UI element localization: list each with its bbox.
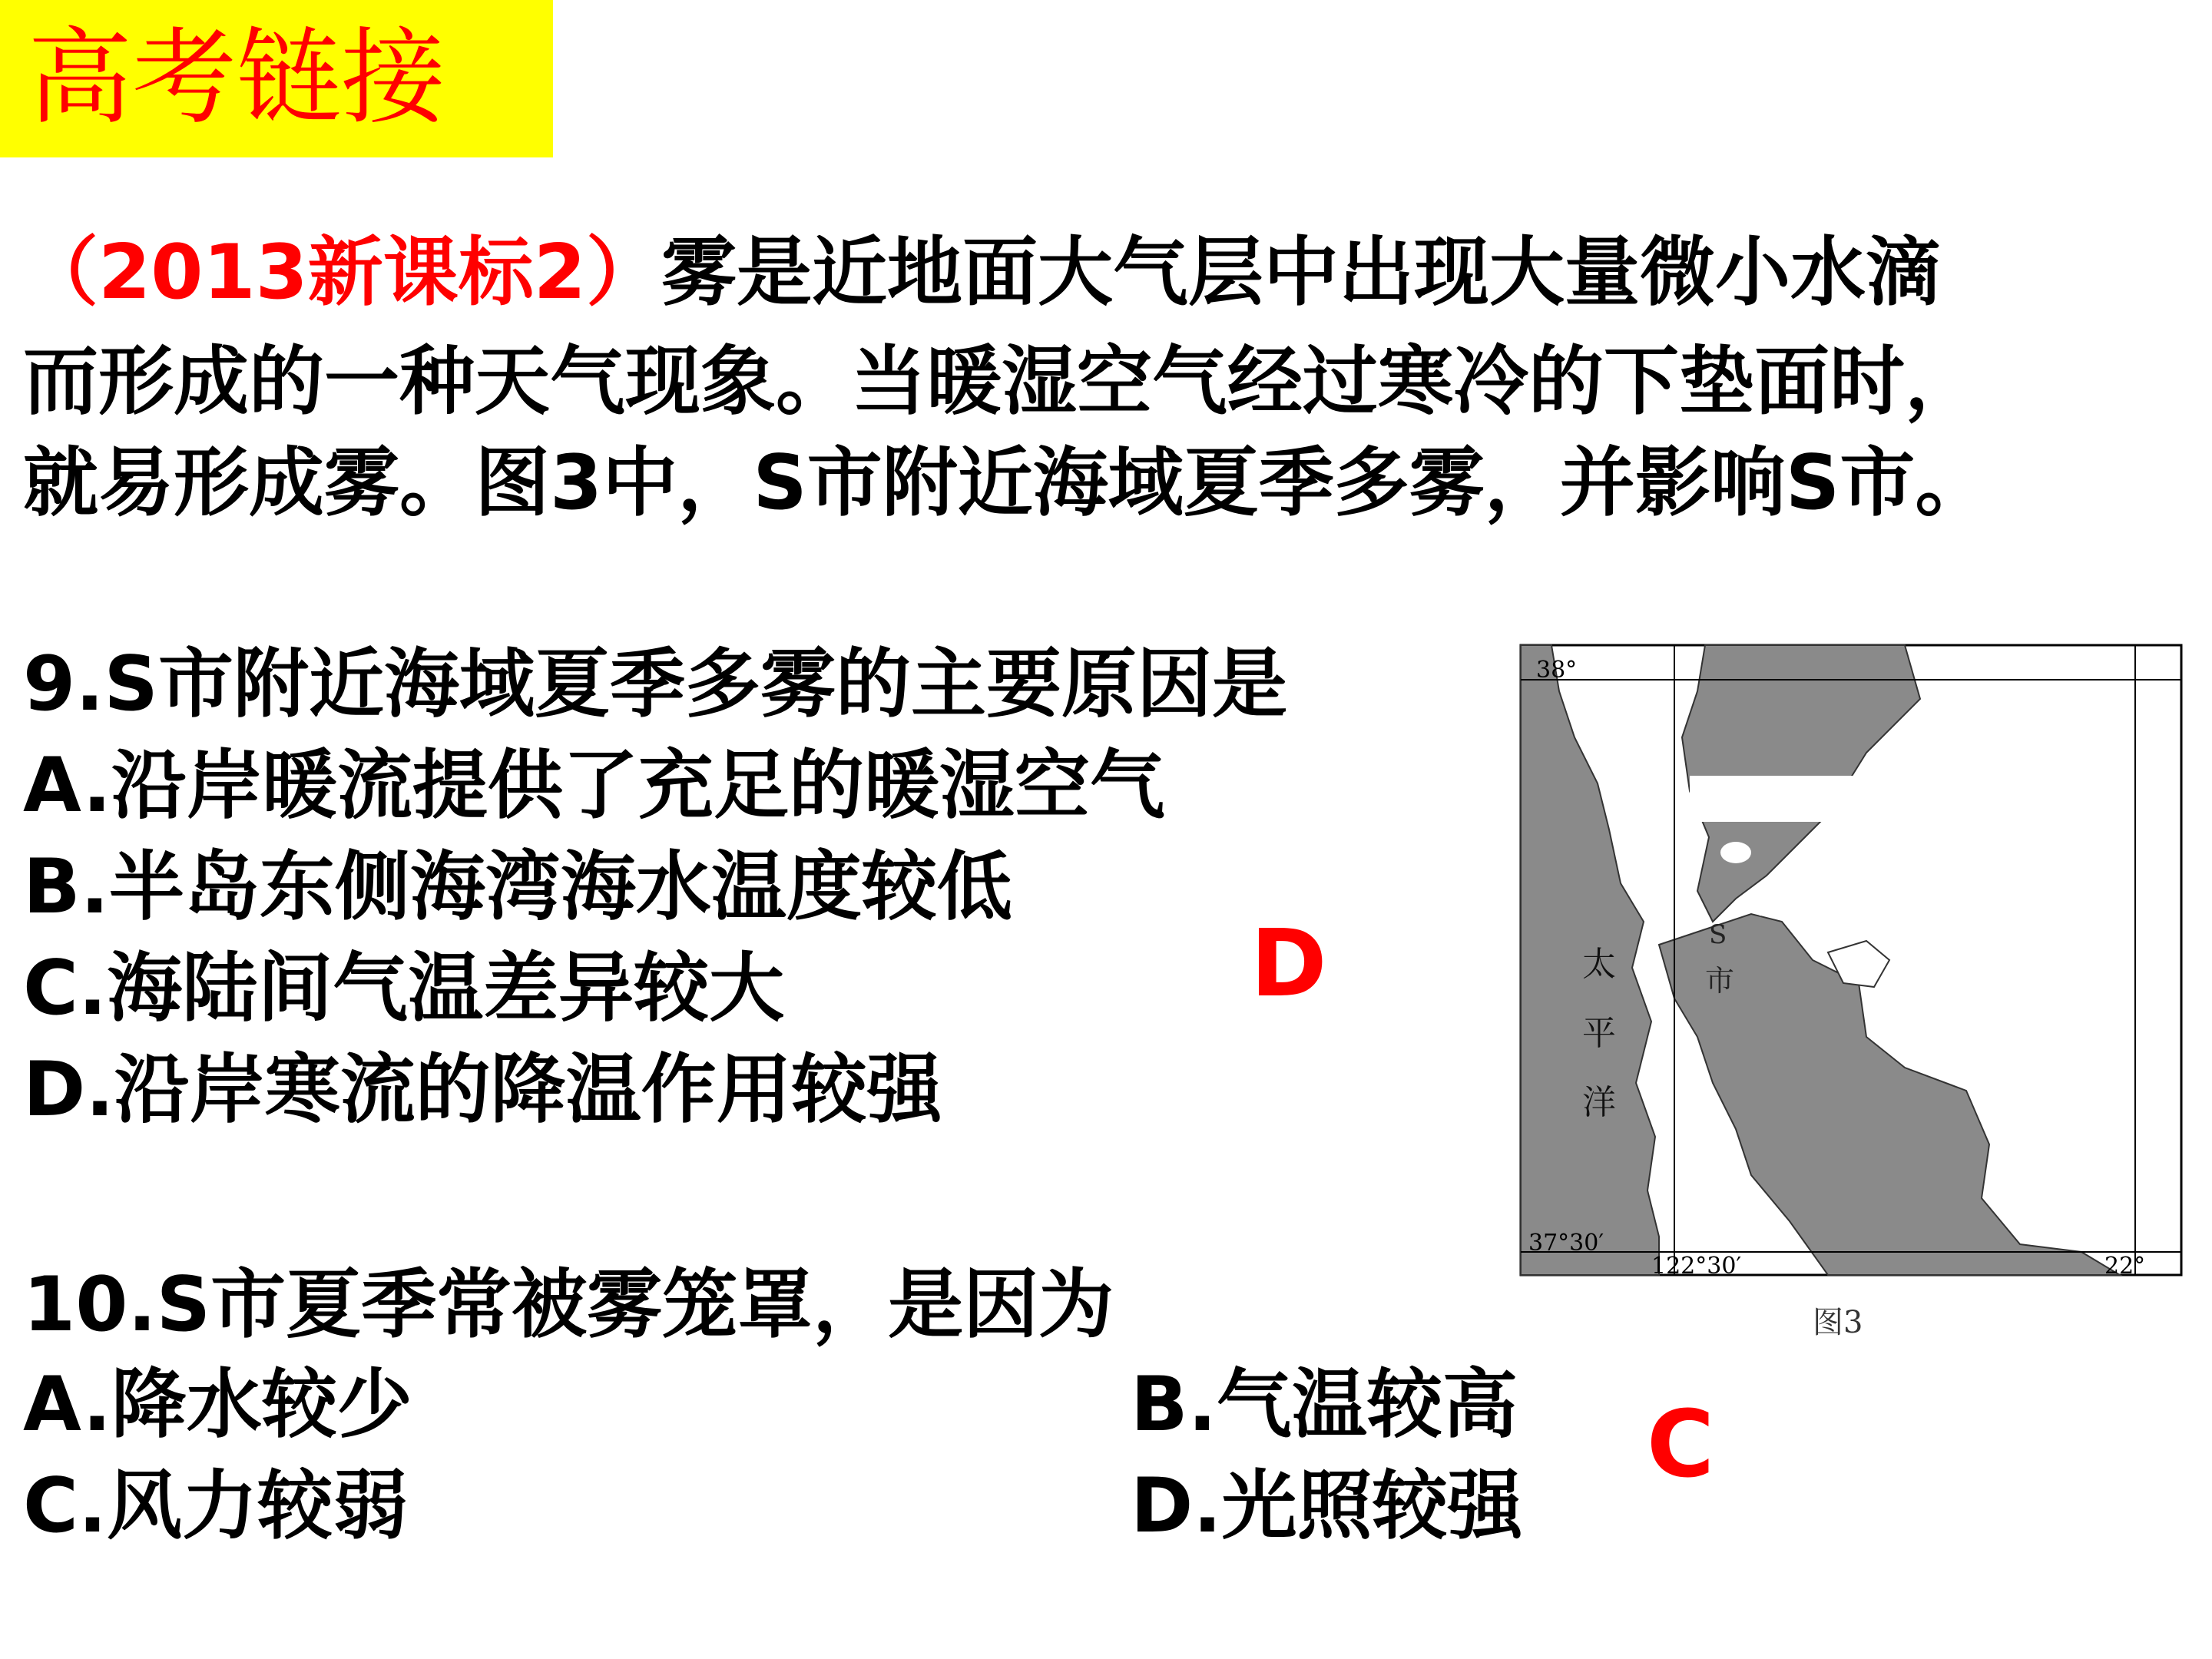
title-banner [0, 0, 553, 157]
city-label-shi: 市 [1705, 964, 1735, 998]
q9-option-c: C.海陆间气温差异较大 [23, 945, 785, 1032]
q10-option-d: D.光照较强 [1131, 1462, 1523, 1550]
q9-answer: D [1250, 911, 1327, 1018]
q10-option-c: C.风力较弱 [23, 1462, 409, 1550]
q9-stem: 9.S市附近海域夏季多雾的主要原因是 [23, 641, 1287, 728]
lat-label-bottom: 37°30′ [1528, 1230, 1604, 1257]
label-patch [1690, 776, 1874, 822]
intro-line-1 [23, 224, 1941, 321]
ocean-char-1: 太 [1582, 945, 1616, 984]
lon-label-left: 122°30′ [1651, 1253, 1742, 1280]
q10-option-b: B.气温较高 [1131, 1361, 1518, 1449]
page-title: 高考链接 [28, 18, 445, 139]
q9-option-b: B.半岛东侧海湾海水温度较低 [23, 843, 1012, 931]
ocean-char-2: 平 [1582, 1014, 1616, 1053]
map-caption: 图3 [1813, 1305, 1863, 1340]
q10-stem: 10.S市夏季常被雾笼罩，是因为 [23, 1261, 1114, 1349]
q9-option-a: A.沿岸暖流提供了充足的暖湿空气 [23, 742, 1165, 830]
q9-option-d: D.沿岸寒流的降温作用较强 [23, 1046, 942, 1134]
lat-label-top: 38° [1536, 657, 1578, 684]
lon-label-right: 22° [2104, 1253, 2146, 1280]
intro-line-1-text: 雾是近地面大气层中出现大量微小水滴 [661, 229, 1941, 316]
q10-answer: C [1647, 1392, 1715, 1498]
city-label-s: S [1709, 919, 1727, 950]
ocean-char-3: 洋 [1582, 1083, 1616, 1122]
source-tag: （2013新课标2） [23, 229, 661, 316]
intro-line-3: 就易形成雾。图3中，S市附近海域夏季多雾，并影响S市。 [23, 439, 1991, 527]
bay-island [1720, 842, 1751, 863]
map-svg [1505, 637, 2197, 1329]
q10-option-a: A.降水较少 [23, 1361, 412, 1449]
map-figure [1505, 637, 2197, 1375]
intro-line-2: 而形成的一种天气现象。当暖湿空气经过寒冷的下垫面时， [23, 338, 1981, 426]
